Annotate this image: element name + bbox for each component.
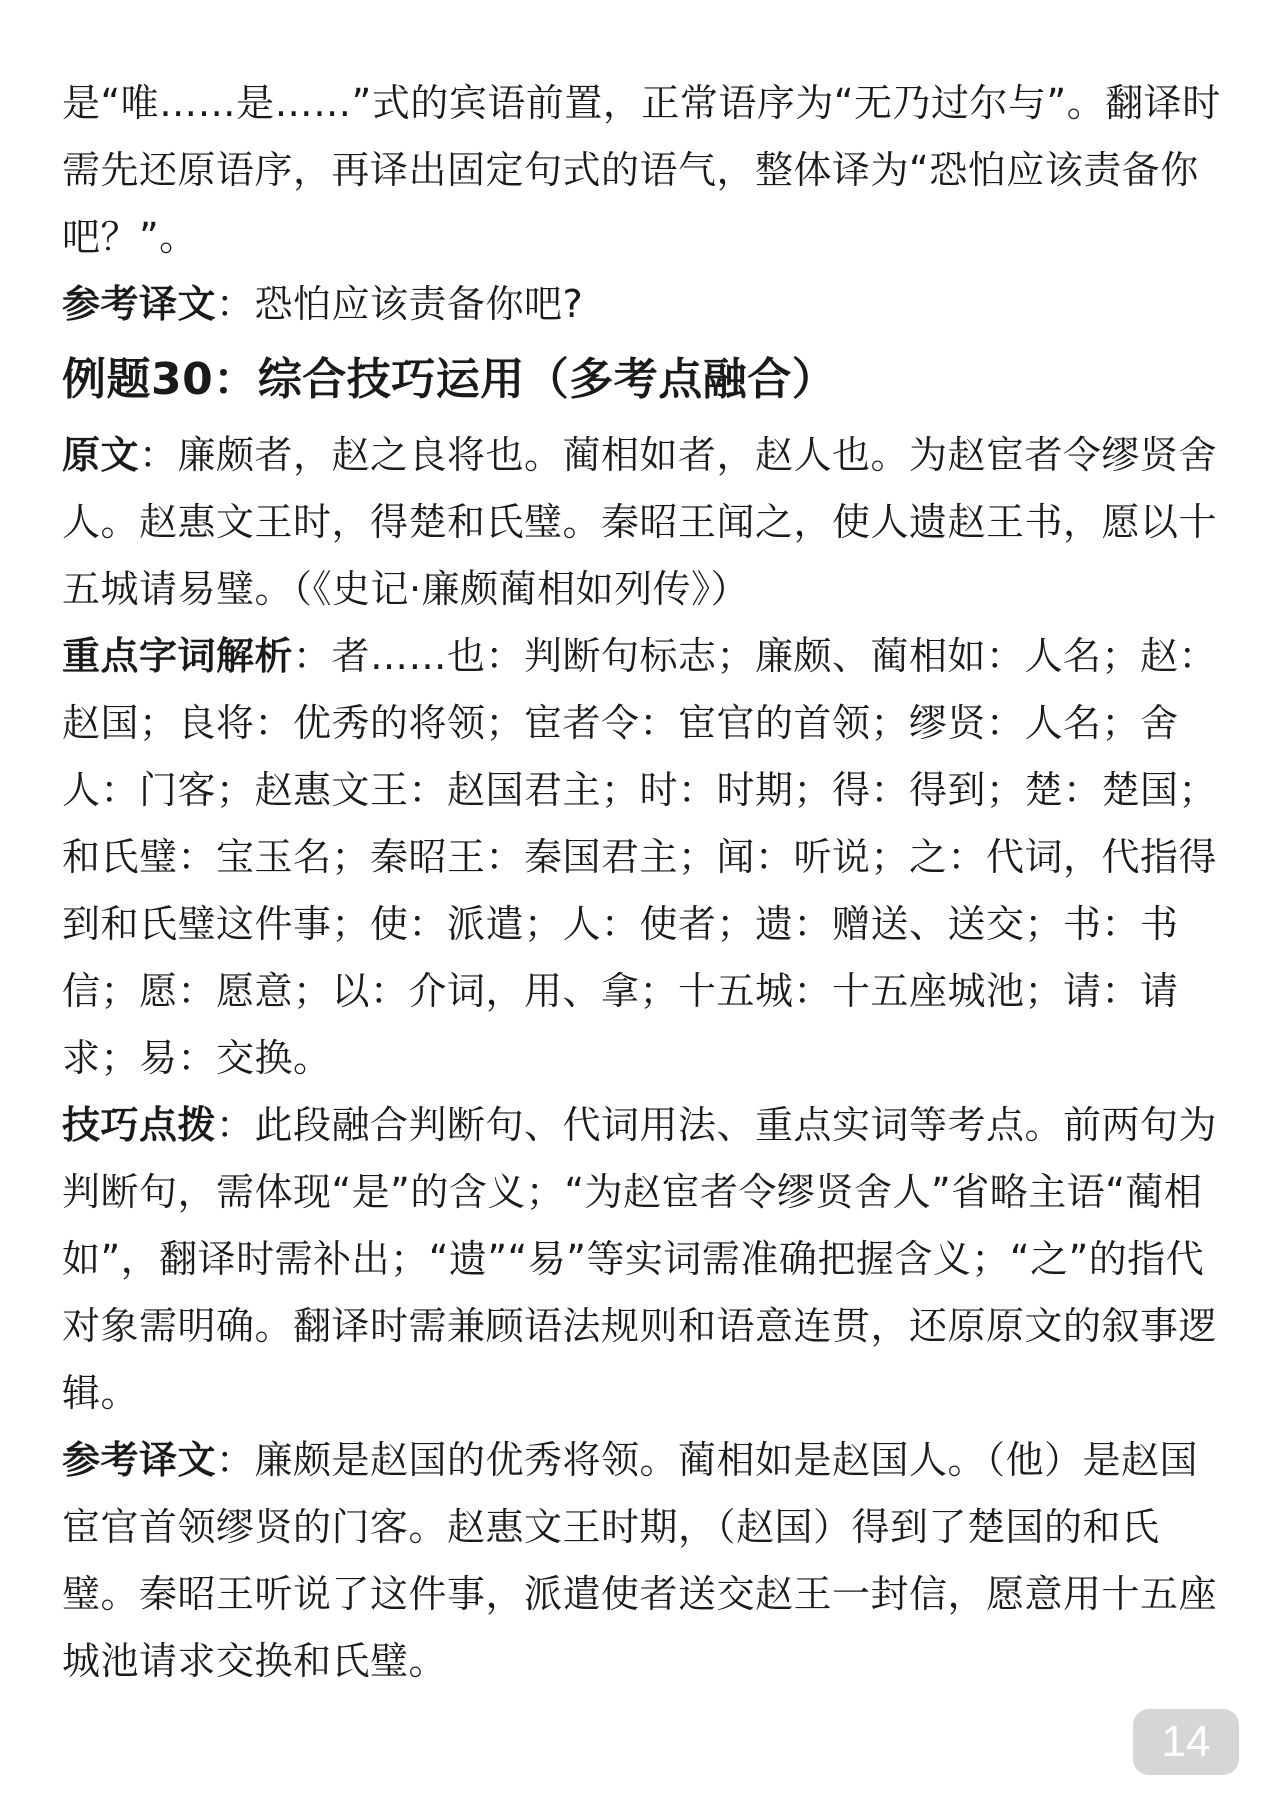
original-text: ：廉颇者，赵之良将也。蔺相如者，赵人也。为赵宦者令缪贤舍人。赵惠文王时，得楚和氏璧。秦昭王闻之，使人遗赵王书，愿以十五城请易璧。（《史记·廉颇蔺相如列传》） bbox=[62, 433, 1218, 611]
translation-paragraph bbox=[62, 1427, 1222, 1695]
tips-text: ：此段融合判断句、代词用法、重点实词等考点。前两句为判断句，需体现“是”的含义；“为赵宦者令缪贤舍人”省略主语“蔺相如”，翻译时需补出；“遗”“易”等实词需准确把握含义；“之”的指代对象需明确。翻译时需兼顾语法规则和语意连贯，还原原文的叙事逻辑。 bbox=[62, 1103, 1218, 1415]
example-title: 例题30：综合技巧运用（多考点融合） bbox=[62, 354, 837, 405]
prev-translation-text: ：恐怕应该责备你吧? bbox=[216, 282, 584, 326]
prev-translation-label: 参考译文 bbox=[62, 282, 217, 326]
original-label: 原文 bbox=[62, 433, 140, 477]
document-page bbox=[62, 70, 1222, 1695]
tips-label: 技巧点拨 bbox=[62, 1103, 217, 1147]
page-number-badge: 14 bbox=[1133, 1709, 1239, 1775]
analysis-text: ：者……也：判断句标志；廉颇、蔺相如：人名；赵：赵国；良将：优秀的将领；宦者令：宦官的首领；缪贤：人名；舍人：门客；赵惠文王：赵国君主；时：时期；得：得到；楚：楚国；和氏璧：宝玉名；秦昭王：秦国君主；闻：听说；之：代词，代指得到和氏璧这件事；使：派遣；人：使者；遗：赠送、送交；书：书信；愿：愿意；以：介词，用、拿；十五城：十五座城池；请：请求；易：交换。 bbox=[62, 634, 1218, 1080]
analysis-paragraph bbox=[62, 623, 1222, 1092]
translation-text: ：廉颇是赵国的优秀将领。蔺相如是赵国人。（他）是赵国宦官首领缪贤的门客。赵惠文王时期，（赵国）得到了楚国的和氏璧。秦昭王听说了这件事，派遣使者送交赵王一封信，愿意用十五座城池请求交换和氏璧。 bbox=[62, 1438, 1218, 1683]
tips-paragraph bbox=[62, 1092, 1222, 1427]
prev-translation-paragraph bbox=[62, 271, 1222, 338]
translation-label: 参考译文 bbox=[62, 1438, 217, 1482]
original-paragraph bbox=[62, 422, 1222, 623]
continuation-paragraph bbox=[62, 70, 1222, 271]
analysis-label: 重点字词解析 bbox=[62, 634, 294, 678]
continuation-text: 是“唯……是……”式的宾语前置，正常语序为“无乃过尔与”。翻译时需先还原语序，再译出固定句式的语气，整体译为“恐怕应该责备你吧？”。 bbox=[62, 81, 1221, 259]
